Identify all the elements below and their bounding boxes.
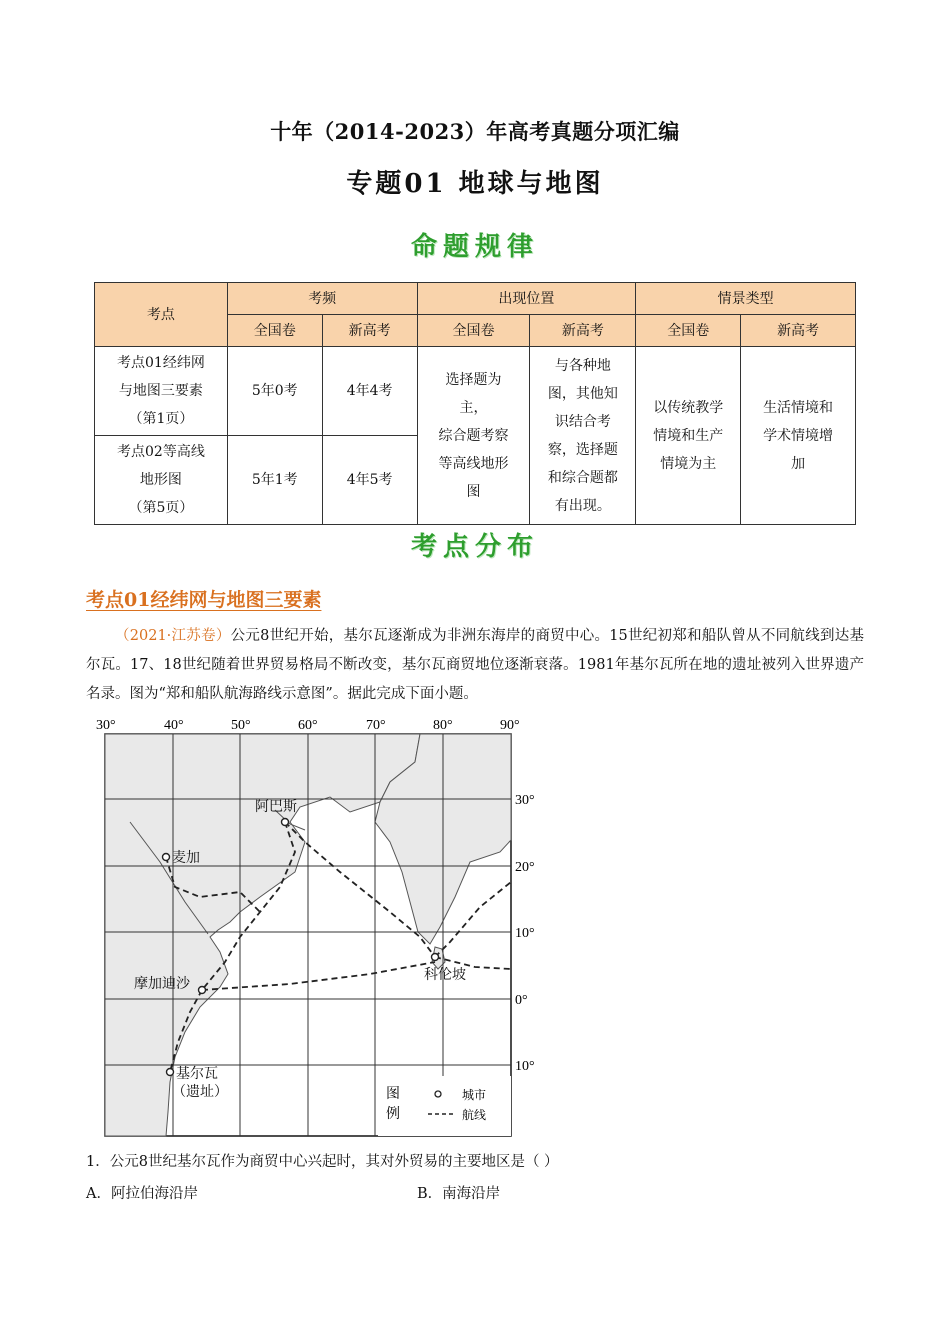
legend-label: 例 — [386, 1106, 400, 1122]
exam-stats-table — [94, 282, 856, 525]
lon-label: 30° — [96, 718, 116, 733]
option-b: B．南海沿岸 — [417, 1186, 501, 1202]
city-label-kilwa: 基尔瓦 — [176, 1066, 218, 1082]
topic-title: 专题01 地球与地图 — [346, 169, 604, 199]
legend-city: 城市 — [462, 1088, 487, 1102]
city-marker-abbas — [282, 819, 289, 826]
city-marker-mogadishu — [199, 987, 206, 994]
question-stem — [86, 622, 864, 709]
row1-topic — [95, 347, 228, 436]
header-kaopin: 考频 — [227, 283, 417, 315]
lat-label: 30° — [515, 793, 535, 808]
cell-line: 和综合题都 — [547, 469, 618, 486]
cell-line: 察，选择题 — [547, 441, 618, 458]
row1-freq-national: 5年0考 — [227, 347, 322, 436]
question-1: 1．公元8世纪基尔瓦作为商贸中心兴起时，其对外贸易的主要地区是（ ） — [86, 1154, 559, 1170]
cell-line: 生活情境和 — [763, 399, 834, 416]
legend-city-marker — [435, 1091, 441, 1097]
lon-label: 80° — [433, 718, 453, 733]
legend-label: 图 — [386, 1086, 400, 1102]
map-legend — [378, 1076, 511, 1136]
cell-line: 情境为主 — [660, 455, 717, 472]
city-label-mecca: 麦加 — [172, 850, 200, 866]
option-a: A．阿拉伯海沿岸 — [86, 1186, 198, 1202]
cell-line: 等高线地形 — [438, 455, 509, 472]
scene-new — [741, 347, 856, 525]
scene-national — [636, 347, 741, 525]
city-label-mogadishu: 摩加迪沙 — [134, 976, 190, 992]
city-marker-mecca — [163, 854, 170, 861]
distribution-heading: 考点分布 — [410, 532, 539, 562]
header-position: 出现位置 — [417, 283, 636, 315]
cell-line: 综合题考察 — [438, 427, 509, 444]
lat-label: 20° — [515, 860, 535, 875]
zhenghe-route-map — [90, 712, 550, 1140]
header-kaodian: 考点 — [95, 283, 228, 347]
row2-topic-line: 地形图 — [139, 472, 182, 488]
lon-label: 40° — [164, 718, 184, 733]
section-title: 考点01经纬网与地图三要素 — [86, 589, 322, 611]
cell-line: 选择题为 — [445, 371, 502, 388]
row2-freq-new: 4年5考 — [322, 436, 417, 525]
city-label-abbas: 阿巴斯 — [255, 799, 297, 815]
cell-line: 以传统教学 — [653, 399, 724, 416]
cell-line: 图 — [466, 483, 481, 500]
lat-label: 10° — [515, 926, 535, 941]
lon-label: 70° — [366, 718, 386, 733]
lat-label: 0° — [515, 993, 528, 1008]
cell-line: 与各种地 — [554, 357, 611, 374]
subheader-national: 全国卷 — [417, 315, 530, 347]
position-national — [417, 347, 530, 525]
row1-freq-new: 4年4考 — [322, 347, 417, 436]
row1-topic-line: （第1页） — [128, 411, 194, 427]
lon-label: 50° — [231, 718, 251, 733]
cell-line: 情境和生产 — [653, 427, 724, 444]
subheader-new: 新高考 — [741, 315, 856, 347]
cell-line: 学术情境增 — [763, 427, 834, 444]
position-new — [530, 347, 636, 525]
city-marker-colombo — [432, 954, 439, 961]
city-marker-kilwa — [167, 1069, 174, 1076]
cell-line: 图，其他知 — [547, 385, 618, 402]
cell-line: 加 — [791, 455, 806, 472]
stem-text: 公元8世纪开始，基尔瓦逐渐成为非洲东海岸的商贸中心。15世纪初郑和船队曾从不同航线到达基尔瓦。17、18世纪随着世界贸易格局不断改变，基尔瓦商贸地位逐渐衰落。1981年基尔瓦所在地的遗址被列入世界遗产名录。图为“郑和船队航海路线示意图”。据此完成下面小题。 — [86, 628, 864, 702]
row1-topic-line: 与地图三要素 — [118, 383, 203, 399]
row2-freq-national: 5年1考 — [227, 436, 322, 525]
rules-heading: 命题规律 — [410, 232, 539, 262]
lon-label: 60° — [298, 718, 318, 733]
subheader-national: 全国卷 — [636, 315, 741, 347]
subheader-national: 全国卷 — [227, 315, 322, 347]
legend-route: 航线 — [462, 1108, 487, 1122]
source-tag: （2021·江苏卷） — [115, 628, 231, 644]
city-label-kilwa-site: （遗址） — [172, 1084, 228, 1100]
lat-label: 10° — [515, 1059, 535, 1074]
cell-line: 识结合考 — [554, 413, 611, 430]
subheader-new: 新高考 — [322, 315, 417, 347]
lon-label: 90° — [500, 718, 520, 733]
header-scene: 情景类型 — [636, 283, 856, 315]
subheader-new: 新高考 — [530, 315, 636, 347]
city-label-colombo: 科伦坡 — [424, 967, 466, 983]
row2-topic-line: （第5页） — [128, 500, 194, 516]
collection-title: 十年（2014-2023）年高考真题分项汇编 — [270, 119, 680, 144]
cell-line: 主， — [459, 399, 488, 416]
row2-topic — [95, 436, 228, 525]
cell-line: 有出现。 — [554, 497, 611, 514]
row2-topic-line: 考点02等高线 — [117, 444, 205, 460]
row1-topic-line: 考点01经纬网 — [117, 355, 205, 371]
